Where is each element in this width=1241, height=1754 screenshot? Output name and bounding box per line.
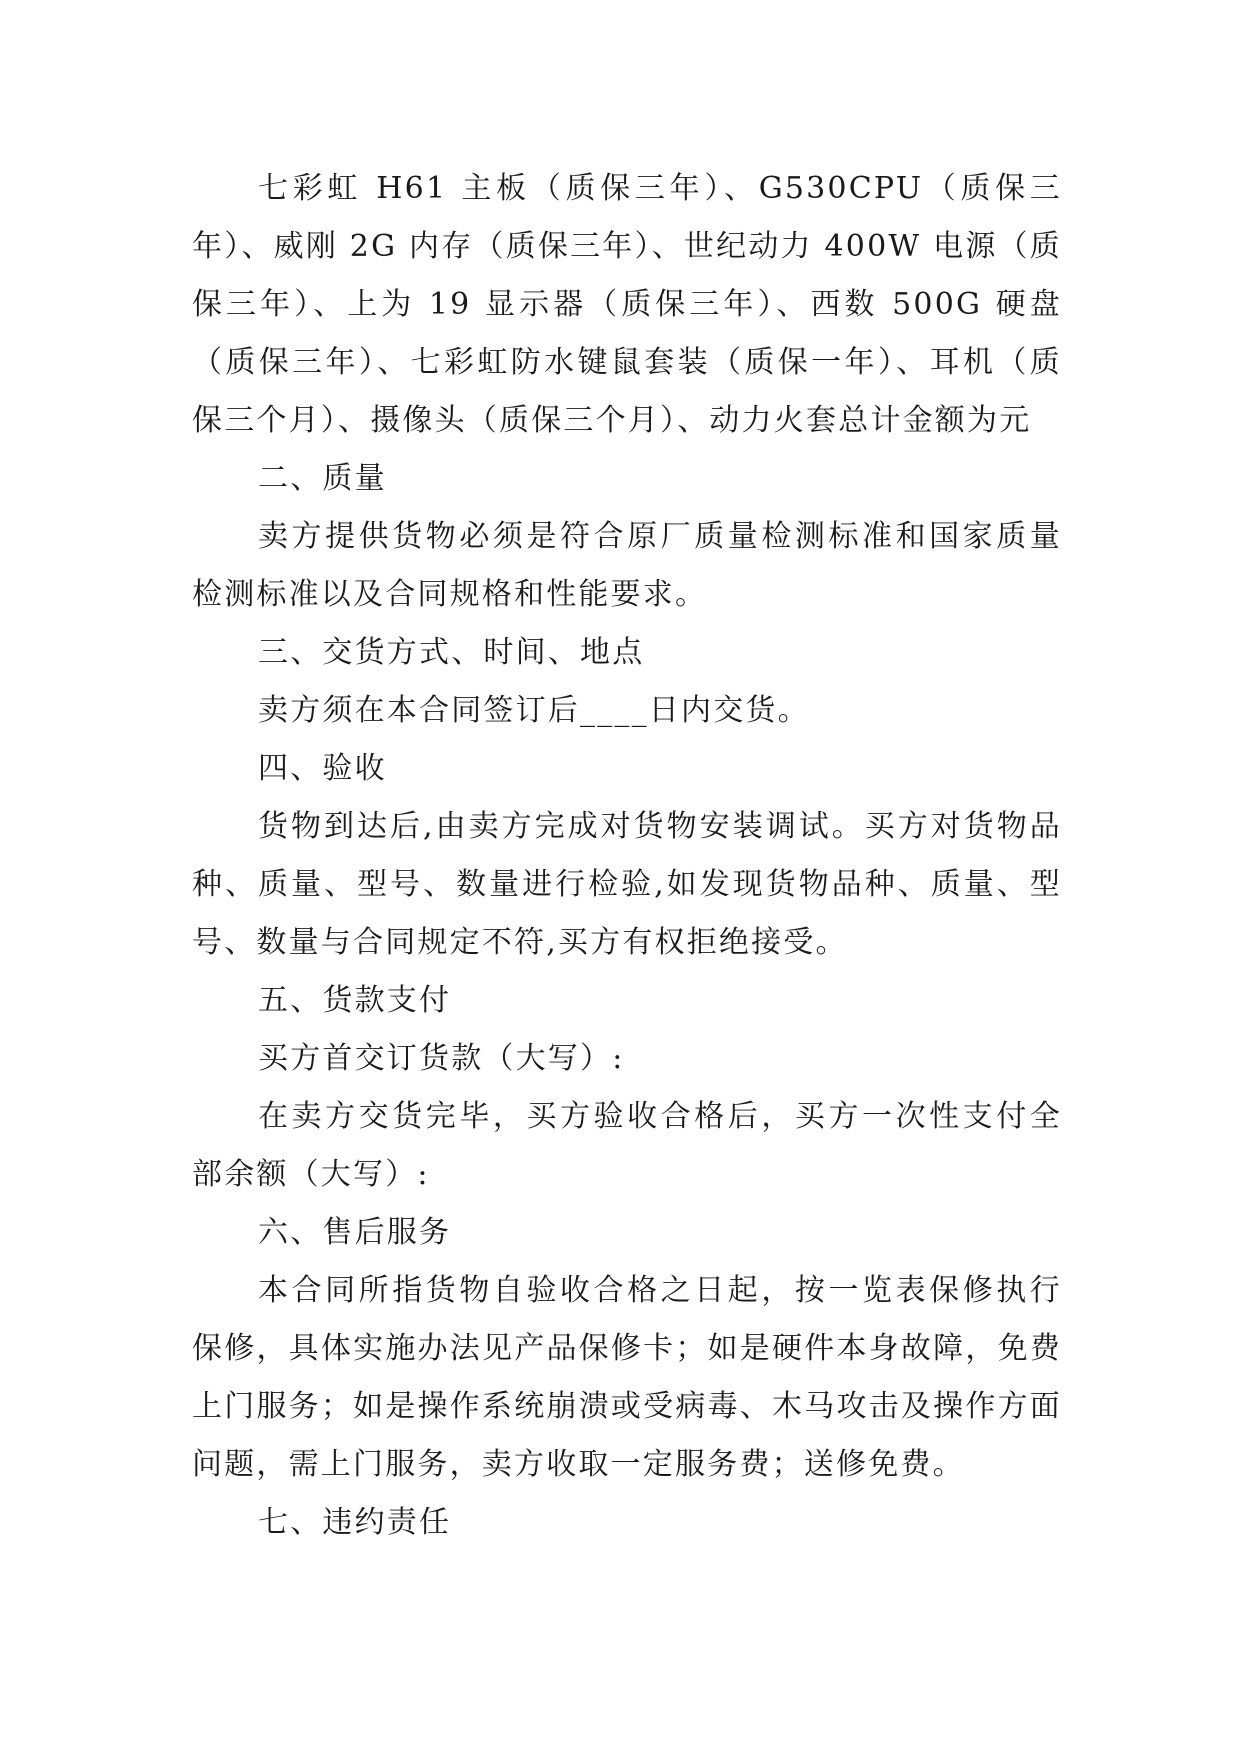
section-heading-delivery: 三、交货方式、时间、地点 — [258, 635, 645, 670]
delivery-paragraph: 卖方须在本合同签订后____日内交货。 — [258, 693, 810, 728]
section-heading-acceptance: 四、验收 — [258, 751, 387, 786]
acceptance-paragraph: 货物到达后,由卖方完成对货物安装调试。买方对货物品种、质量、型号、数量进行检验,如发现货物品种、质量、型号、数量与合同规定不符,买方有权拒绝接受。 — [192, 809, 1062, 960]
document-body — [192, 160, 1062, 1552]
section-heading-quality: 二、质量 — [258, 461, 387, 496]
section-heading-after-sales: 六、售后服务 — [258, 1215, 452, 1250]
product-list-paragraph: 七彩虹 H61 主板（质保三年）、G530CPU（质保三年）、威刚 2G 内存（质保三年）、世纪动力 400W 电源（质保三年）、上为 19 显示器（质保三年）、西数 500G 硬盘（质保三年）、七彩虹防水键鼠套装（质保一年）、耳机（质保三个月）、摄像头（质保三个月）、动力火套总计金额为元 — [192, 171, 1062, 438]
section-heading-payment: 五、货款支付 — [258, 983, 452, 1018]
quality-paragraph: 卖方提供货物必须是符合原厂质量检测标准和国家质量检测标准以及合同规格和性能要求。 — [192, 519, 1062, 612]
balance-paragraph: 在卖方交货完毕，买方验收合格后，买方一次性支付全部余额（大写）: — [192, 1099, 1062, 1192]
after-sales-paragraph: 本合同所指货物自验收合格之日起，按一览表保修执行保修，具体实施办法见产品保修卡；如是硬件本身故障，免费上门服务；如是操作系统崩溃或受病毒、木马攻击及操作方面问题，需上门服务，卖方收取一定服务费；送修免费。 — [192, 1273, 1062, 1482]
deposit-paragraph: 买方首交订货款（大写）: — [258, 1041, 625, 1076]
section-heading-liability: 七、违约责任 — [258, 1505, 452, 1540]
